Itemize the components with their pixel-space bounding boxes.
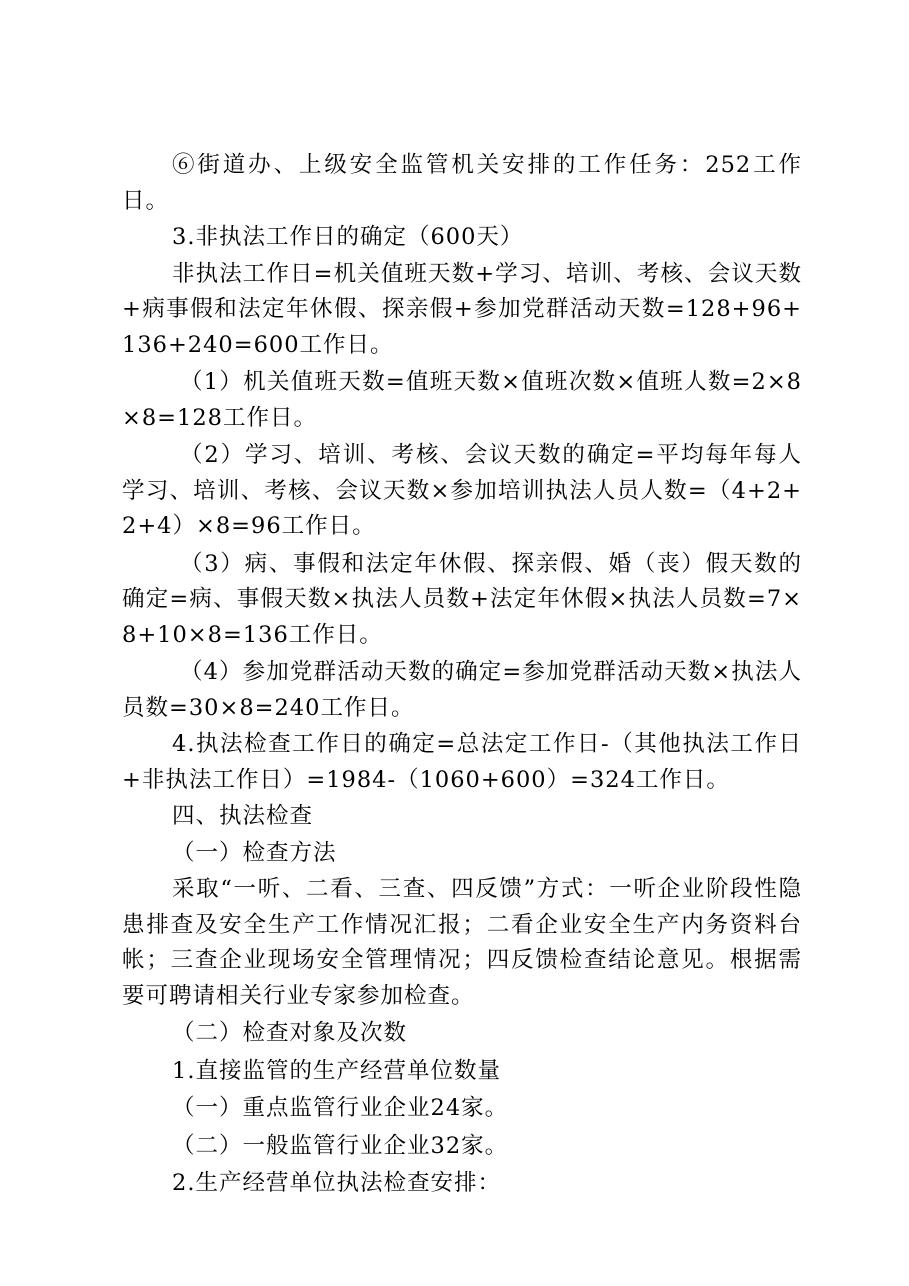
heading-unit-count: 1.直接监管的生产经营单位数量 — [172, 1057, 501, 1084]
paragraph-party-activity-days: （4）参加党群活动天数的确定=参加党群活动天数×执法人员数=30×8=240工作日。 — [122, 659, 802, 721]
list-item-general-enterprises: （二）一般监管行业企业32家。 — [172, 1132, 509, 1159]
paragraph-check-method: 采取“一听、二看、三查、四反馈”方式：一听企业阶段性隐患排查及安全生产工作情况汇报；二看企业安全生产内务资料台帐；三查企业现场安全管理情况；四反馈检查结论意见。根据需要可聘请相关行业专家参加检查。 — [122, 876, 802, 1009]
paragraph-non-enforcement-formula: 非执法工作日=机关值班天数+学习、培训、考核、会议天数+病事假和法定年休假、探亲假+参加党群活动天数=128+96+136+240=600工作日。 — [122, 260, 802, 358]
heading-check-arrangement: 2.生产经营单位执法检查安排： — [172, 1170, 501, 1196]
heading-non-enforcement-days: 3.非执法工作日的确定（600天） — [172, 224, 524, 250]
document-body — [122, 148, 802, 1202]
subheading-check-targets: （二）检查对象及次数 — [172, 1020, 408, 1046]
paragraph-training-days: （2）学习、培训、考核、会议天数的确定=平均每年每人学习、培训、考核、会议天数×参加培训执法人员人数=（4+2+2+4）×8=96工作日。 — [122, 442, 802, 539]
paragraph-enforcement-check-days: 4.执法检查工作日的确定=总法定工作日-（其他执法工作日+非执法工作日）=1984-（1060+600）=324工作日。 — [122, 731, 802, 793]
paragraph-duty-days: （1）机关值班天数=值班天数×值班次数×值班人数=2×8×8=128工作日。 — [122, 369, 802, 431]
list-item-key-enterprises: （一）重点监管行业企业24家。 — [172, 1095, 509, 1121]
subheading-check-method: （一）检查方法 — [172, 839, 337, 866]
paragraph-leave-days: （3）病、事假和法定年休假、探亲假、婚（丧）假天数的确定=病、事假天数×执法人员数+法定年休假×执法人员数=7×8+10×8=136工作日。 — [122, 550, 802, 648]
paragraph-work-tasks: ⑥街道办、上级安全监管机关安排的工作任务：252工作日。 — [122, 152, 802, 214]
section-heading-enforcement-check: 四、执法检查 — [172, 803, 314, 829]
